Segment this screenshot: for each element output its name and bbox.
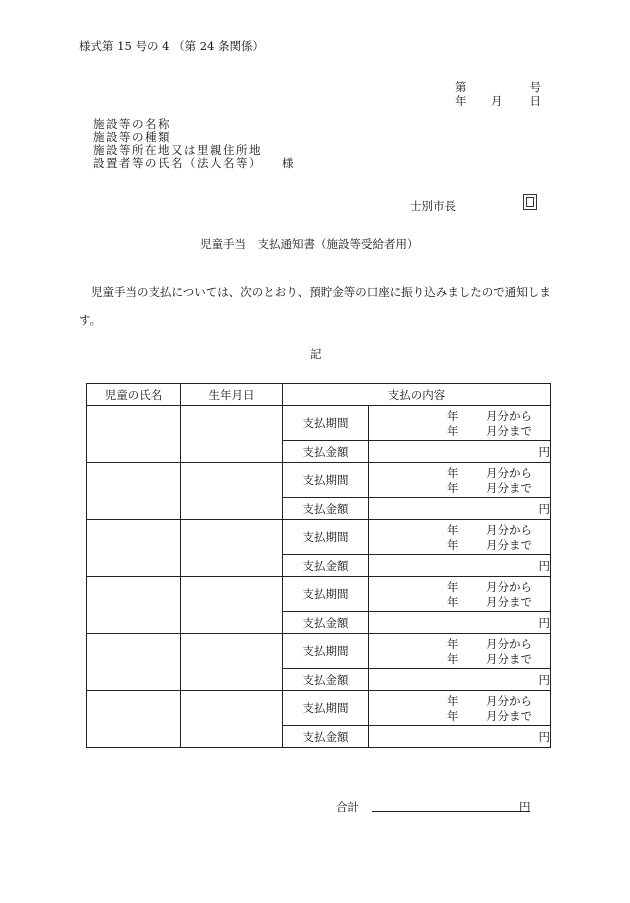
year-suffix: 年 xyxy=(447,409,459,423)
period-from xyxy=(369,465,550,479)
birth-date-cell xyxy=(181,691,283,748)
period-from xyxy=(369,636,550,650)
period-from xyxy=(369,522,550,536)
payment-amount-label: 支払金額 xyxy=(283,555,369,577)
doc-number-prefix: 第 xyxy=(455,80,467,94)
table-row xyxy=(87,691,551,726)
table-row xyxy=(87,577,551,612)
child-name-cell xyxy=(87,520,181,577)
birth-date-cell xyxy=(181,520,283,577)
payment-period-label: 支払期間 xyxy=(283,520,369,555)
period-to xyxy=(369,480,550,494)
payment-amount-cell: 円 xyxy=(369,498,551,520)
body-text: 児童手当の支払については、次のとおり、預貯金等の口座に振り込みましたので通知します。 xyxy=(79,285,551,327)
year-suffix: 年 xyxy=(447,580,459,594)
payment-amount-label: 支払金額 xyxy=(283,726,369,748)
ki-heading: 記 xyxy=(310,347,322,361)
table-body xyxy=(87,406,551,748)
year-suffix: 年 xyxy=(447,637,459,651)
payment-amount-label: 支払金額 xyxy=(283,669,369,691)
honorific: 様 xyxy=(282,156,294,170)
date-month: 月 xyxy=(491,94,503,108)
payment-period-cell xyxy=(369,520,551,555)
period-to xyxy=(369,708,550,722)
document-title: 児童手当 支払通知書（施設等受給者用） xyxy=(200,237,419,251)
founder-name-label: 設置者等の氏名（法人名等） xyxy=(93,156,262,170)
payment-period-label: 支払期間 xyxy=(283,463,369,498)
total-label: 合計 xyxy=(336,800,359,814)
facility-address-label: 施設等所在地又は里親住所地 xyxy=(93,143,262,157)
payment-period-label: 支払期間 xyxy=(283,691,369,726)
date-year: 年 xyxy=(455,94,467,108)
issuer-title: 士別市長 xyxy=(410,199,456,213)
birth-date-cell xyxy=(181,406,283,463)
payment-amount-label: 支払金額 xyxy=(283,441,369,463)
header-child-name: 児童の氏名 xyxy=(87,384,181,406)
month-from: 月分から xyxy=(486,637,532,651)
table-row xyxy=(87,406,551,441)
total-yen: 円 xyxy=(519,800,531,814)
birth-date-cell xyxy=(181,634,283,691)
period-from xyxy=(369,408,550,422)
month-to: 月分まで xyxy=(486,538,532,552)
month-from: 月分から xyxy=(486,409,532,423)
payment-period-cell xyxy=(369,406,551,441)
month-from: 月分から xyxy=(486,694,532,708)
payment-amount-cell: 円 xyxy=(369,555,551,577)
child-name-cell xyxy=(87,634,181,691)
month-to: 月分まで xyxy=(486,709,532,723)
table-header-row xyxy=(87,384,551,406)
form-number: 様式第 15 号の 4 （第 24 条関係） xyxy=(79,39,265,53)
payment-amount-label: 支払金額 xyxy=(283,498,369,520)
child-name-cell xyxy=(87,406,181,463)
month-to: 月分まで xyxy=(486,652,532,666)
year-suffix: 年 xyxy=(447,595,459,609)
period-to xyxy=(369,651,550,665)
payment-amount-cell: 円 xyxy=(369,669,551,691)
header-payment-details: 支払の内容 xyxy=(283,384,551,406)
header-birth-date: 生年月日 xyxy=(181,384,283,406)
founder-name-line xyxy=(93,157,294,170)
payment-amount-cell: 円 xyxy=(369,612,551,634)
month-from: 月分から xyxy=(486,523,532,537)
year-suffix: 年 xyxy=(447,538,459,552)
payment-period-label: 支払期間 xyxy=(283,634,369,669)
period-to xyxy=(369,423,550,437)
payment-amount-label: 支払金額 xyxy=(283,612,369,634)
year-suffix: 年 xyxy=(447,481,459,495)
payment-period-label: 支払期間 xyxy=(283,406,369,441)
facility-name-label: 施設等の名称 xyxy=(93,117,171,131)
payment-period-cell xyxy=(369,691,551,726)
date-day: 日 xyxy=(529,94,541,108)
year-suffix: 年 xyxy=(447,694,459,708)
period-from xyxy=(369,693,550,707)
year-suffix: 年 xyxy=(447,523,459,537)
period-to xyxy=(369,537,550,551)
payment-amount-cell: 円 xyxy=(369,441,551,463)
table-row xyxy=(87,463,551,498)
payment-amount-cell: 円 xyxy=(369,726,551,748)
payment-period-label: 支払期間 xyxy=(283,577,369,612)
payment-period-cell xyxy=(369,634,551,669)
total-amount-line xyxy=(372,797,530,812)
year-suffix: 年 xyxy=(447,424,459,438)
month-from: 月分から xyxy=(486,580,532,594)
table-row xyxy=(87,634,551,669)
month-to: 月分まで xyxy=(486,481,532,495)
doc-number-suffix: 号 xyxy=(529,80,541,94)
child-name-cell xyxy=(87,577,181,634)
year-suffix: 年 xyxy=(447,652,459,666)
month-to: 月分まで xyxy=(486,595,532,609)
child-name-cell xyxy=(87,691,181,748)
year-suffix: 年 xyxy=(447,466,459,480)
month-from: 月分から xyxy=(486,466,532,480)
seal-icon xyxy=(523,194,537,210)
birth-date-cell xyxy=(181,463,283,520)
birth-date-cell xyxy=(181,577,283,634)
payment-period-cell xyxy=(369,577,551,612)
table-row xyxy=(87,520,551,555)
payment-period-cell xyxy=(369,463,551,498)
document-date xyxy=(455,93,541,107)
facility-type-label: 施設等の種類 xyxy=(93,130,171,144)
month-to: 月分まで xyxy=(486,424,532,438)
year-suffix: 年 xyxy=(447,709,459,723)
period-from xyxy=(369,579,550,593)
period-to xyxy=(369,594,550,608)
payment-table xyxy=(86,383,551,748)
child-name-cell xyxy=(87,463,181,520)
document-number xyxy=(455,79,541,93)
addressee-block xyxy=(93,118,294,170)
